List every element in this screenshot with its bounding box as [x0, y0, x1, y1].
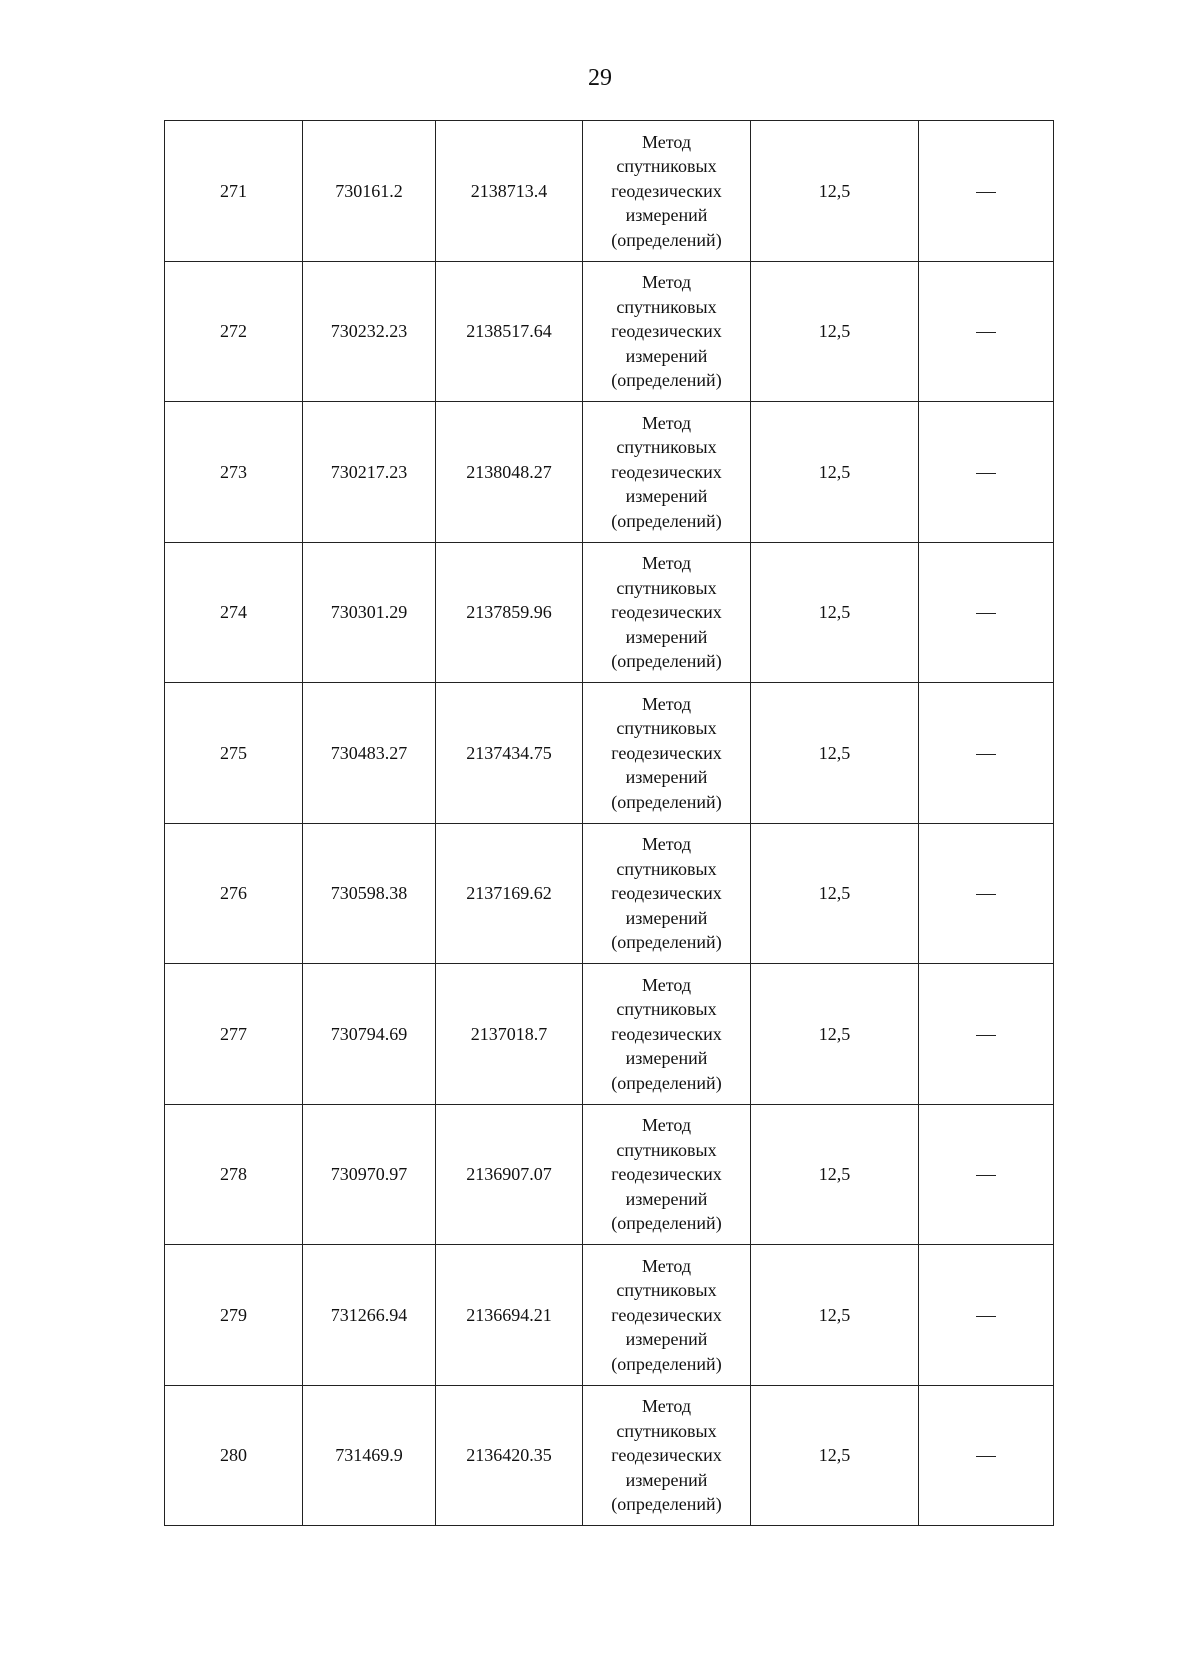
page-number: 29 [588, 65, 612, 91]
point-number: 274 [165, 542, 303, 683]
coordinate-y: 2137169.62 [436, 823, 583, 964]
note-text [996, 460, 997, 461]
method-line: Метод [641, 272, 692, 292]
dash-mark [976, 1035, 996, 1036]
point-number: 280 [165, 1385, 303, 1526]
method-cell [583, 121, 751, 262]
method-line: (определений) [611, 1072, 722, 1093]
coordinate-x: 730598.38 [303, 823, 436, 964]
coordinate-y: 2136694.21 [436, 1245, 583, 1386]
method-line: спутниковых [616, 858, 717, 879]
method-line: Метод [641, 412, 692, 433]
coordinate-y: 2136907.07 [436, 1104, 583, 1245]
method-line: Метод [641, 1396, 692, 1416]
note-text [996, 179, 997, 180]
method-line: Метод [641, 553, 692, 573]
method-line: геодезических [611, 180, 722, 201]
table-row [165, 1385, 1054, 1526]
dash-mark [976, 754, 996, 755]
coordinate-x: 730483.27 [303, 683, 436, 824]
note-cell [919, 683, 1054, 824]
coordinate-x: 730217.23 [303, 402, 436, 543]
dash-mark [976, 1316, 996, 1317]
coordinate-y: 2138713.4 [436, 121, 583, 262]
note-cell [919, 542, 1054, 683]
coordinates-table [164, 120, 1054, 1526]
table-row [165, 964, 1054, 1105]
method-line: геодезических [611, 1445, 722, 1465]
method-cell [583, 261, 751, 402]
method-line: (определений) [611, 229, 722, 250]
accuracy-value: 12,5 [751, 823, 919, 964]
method-line: (определений) [611, 1213, 722, 1233]
method-line: измерений [625, 345, 708, 366]
method-line: геодезических [611, 742, 722, 763]
method-line: геодезических [611, 883, 722, 903]
point-number: 279 [165, 1245, 303, 1386]
point-number: 273 [165, 402, 303, 543]
note-text [996, 1022, 997, 1023]
note-cell [919, 261, 1054, 402]
note-cell [919, 121, 1054, 262]
method-line: спутниковых [616, 1280, 717, 1300]
method-cell [583, 1104, 751, 1245]
note-cell [919, 402, 1054, 543]
method-line: Метод [641, 974, 692, 995]
dash-mark [976, 1456, 996, 1457]
accuracy-value: 12,5 [751, 261, 919, 402]
note-text [996, 741, 997, 742]
coordinate-x: 730232.23 [303, 261, 436, 402]
coordinate-y: 2137434.75 [436, 683, 583, 824]
method-line: Метод [641, 1115, 692, 1135]
method-line: измерений [625, 626, 708, 647]
coordinate-y: 2137859.96 [436, 542, 583, 683]
point-number: 272 [165, 261, 303, 402]
table-row [165, 261, 1054, 402]
coordinate-x: 730301.29 [303, 542, 436, 683]
coordinate-y: 2136420.35 [436, 1385, 583, 1526]
coordinate-y: 2138048.27 [436, 402, 583, 543]
accuracy-value: 12,5 [751, 121, 919, 262]
method-line: (определений) [611, 510, 722, 531]
method-line: (определений) [611, 791, 722, 812]
method-line: измерений [625, 1048, 708, 1068]
coordinate-x: 731266.94 [303, 1245, 436, 1386]
method-line: (определений) [611, 1353, 722, 1374]
method-line: Метод [641, 693, 692, 714]
accuracy-value: 12,5 [751, 402, 919, 543]
note-text [996, 319, 997, 320]
method-line: измерений [625, 1329, 708, 1349]
accuracy-value: 12,5 [751, 1245, 919, 1386]
dash-mark [976, 613, 996, 614]
table-body [165, 121, 1054, 1526]
accuracy-value: 12,5 [751, 542, 919, 683]
method-line: геодезических [611, 1023, 722, 1044]
table-row [165, 542, 1054, 683]
method-cell [583, 542, 751, 683]
accuracy-value: 12,5 [751, 964, 919, 1105]
point-number: 271 [165, 121, 303, 262]
method-cell [583, 402, 751, 543]
method-line: Метод [641, 131, 692, 152]
note-text [996, 600, 997, 601]
note-text [996, 1162, 997, 1163]
method-line: спутниковых [616, 1139, 717, 1160]
point-number: 278 [165, 1104, 303, 1245]
method-cell [583, 823, 751, 964]
coordinate-y: 2138517.64 [436, 261, 583, 402]
dash-mark [976, 1175, 996, 1176]
table-row [165, 683, 1054, 824]
table-row [165, 402, 1054, 543]
method-line: геодезических [611, 1164, 722, 1184]
coordinate-x: 731469.9 [303, 1385, 436, 1526]
coordinate-x: 730794.69 [303, 964, 436, 1105]
method-line: измерений [625, 205, 708, 225]
table-row [165, 1245, 1054, 1386]
note-cell [919, 964, 1054, 1105]
dash-mark [976, 332, 996, 333]
method-line: спутниковых [616, 577, 717, 598]
dash-mark [976, 192, 996, 193]
coordinate-x: 730161.2 [303, 121, 436, 262]
point-number: 277 [165, 964, 303, 1105]
point-number: 275 [165, 683, 303, 824]
method-line: (определений) [611, 370, 722, 390]
method-line: измерений [625, 486, 708, 506]
method-line: спутниковых [616, 999, 717, 1019]
coordinate-y: 2137018.7 [436, 964, 583, 1105]
table-row [165, 121, 1054, 262]
method-line: (определений) [611, 1494, 722, 1514]
method-line: измерений [625, 907, 708, 928]
method-line: геодезических [611, 602, 722, 622]
method-cell [583, 1385, 751, 1526]
note-cell [919, 1245, 1054, 1386]
method-line: измерений [625, 1469, 708, 1490]
note-cell [919, 1104, 1054, 1245]
method-line: измерений [625, 767, 708, 787]
method-line: геодезических [611, 321, 722, 341]
method-line: спутниковых [616, 437, 717, 457]
method-line: Метод [641, 1255, 692, 1276]
accuracy-value: 12,5 [751, 1385, 919, 1526]
method-line: Метод [641, 834, 692, 854]
table-row [165, 1104, 1054, 1245]
method-line: спутниковых [616, 156, 717, 176]
method-line: измерений [625, 1188, 708, 1209]
method-line: спутниковых [616, 296, 717, 317]
coordinate-x: 730970.97 [303, 1104, 436, 1245]
method-line: спутниковых [616, 1420, 717, 1441]
accuracy-value: 12,5 [751, 1104, 919, 1245]
note-text [996, 1443, 997, 1444]
method-cell [583, 683, 751, 824]
method-cell [583, 1245, 751, 1386]
method-line: (определений) [611, 651, 722, 671]
method-line: геодезических [611, 461, 722, 482]
method-cell [583, 964, 751, 1105]
method-line: спутниковых [616, 718, 717, 738]
note-cell [919, 823, 1054, 964]
note-text [996, 1303, 997, 1304]
table-row [165, 823, 1054, 964]
point-number: 276 [165, 823, 303, 964]
dash-mark [976, 473, 996, 474]
method-line: (определений) [611, 932, 722, 952]
method-line: геодезических [611, 1304, 722, 1325]
note-cell [919, 1385, 1054, 1526]
dash-mark [976, 894, 996, 895]
note-text [996, 881, 997, 882]
accuracy-value: 12,5 [751, 683, 919, 824]
